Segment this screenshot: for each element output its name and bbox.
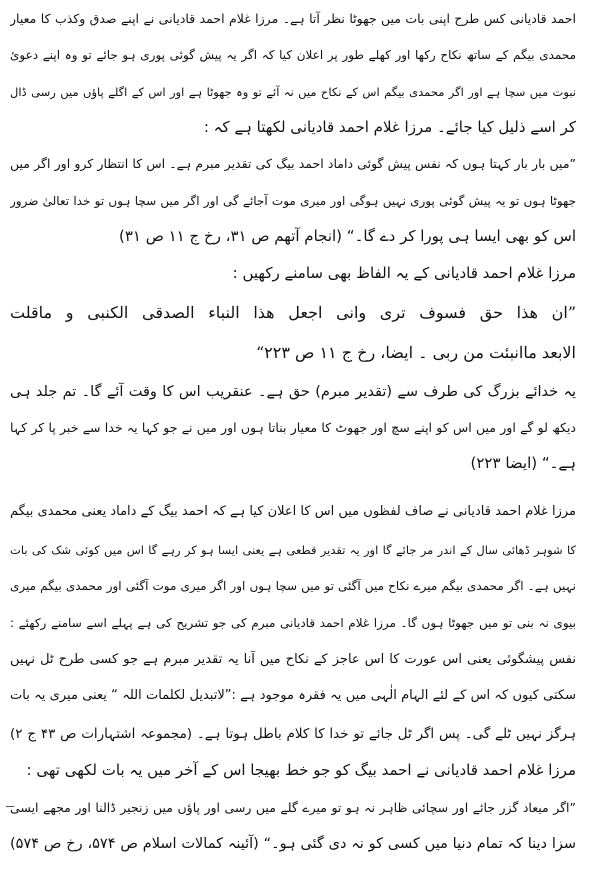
quote-line-2: جھوٹا ہوں تو یہ پیش گوئی پوری نہیں ہوگی اور میری موت آجائے گی اور اگر میں سچا ہوں تو خدا تعالیٰ ضرور: [10, 194, 576, 208]
arabic-quote-line-1: ”ان هذا حق فسوف ترى وانى اجعل هذا النباء الصدقى الكنبى و ماقلت: [10, 303, 576, 322]
text-line-8: مرزا غلام احمد قادیانی کے یہ الفاظ بھی سامنے رکھیں :: [232, 264, 576, 282]
margin-mark: [6, 806, 14, 807]
text-line-13: ہے۔“ (ایضا ۲۲۳): [470, 454, 576, 472]
text-line-17: بیوی نہ بنی تو میں جھوٹا ہوں گا۔ مرزا غلام احمد قادیانی مبرم کی جو تشریح کی ہے پہلے اسے سامنے رکھئے :: [10, 616, 576, 630]
text-line-14: مرزا غلام احمد قادیانی نے صاف لفظوں میں اس کا اعلان کیا ہے کہ احمد بیگ کے داماد یعنی محمدی بیگم: [10, 504, 576, 519]
text-line-20: ہرگز نہیں ٹلے گی۔ پس اگر ٹل جائے تو خدا کا کلام باطل ہوتا ہے۔ (مجموعہ اشتہارات ص ۴۳ ج ۲): [10, 726, 576, 742]
text-line-15: کا شوہر ڈھائی سال کے اندر مر جائے گا اور یہ تقدیر قطعی ہے یعنی ایسا ہو کر رہے گا اس میں کوئی شک کی بات: [10, 543, 576, 557]
text-line-23: سزا دینا کہ تمام دنیا میں کسی کو نہ دی گئی ہو۔“ (آئینہ کمالات اسلام ص ۵۷۴، رخ ص ۵۷۴): [10, 836, 576, 852]
text-line-16: نہیں ہے۔ اگر محمدی بیگم میرے نکاح میں آگئی تو میں سچا ہوں اور اگر میری موت آگئی اور محمدی بیگم میری: [10, 579, 576, 593]
text-line-19: سکتی کیوں کہ اس کے لئے الہام الٰہی میں یہ فقرہ موجود ہے :”لاتبدیل لکلمات اللہ “ یعنی میری یہ بات: [10, 688, 576, 703]
quote-citation-line: اس کو بھی ایسا ہی پورا کر دے گا۔“ (انجام آتھم ص ۳۱، رخ ج ۱۱ ص ۳۱): [118, 227, 576, 245]
text-line-4: کر اسے ذلیل کیا جائے۔ مرزا غلام احمد قادیانی لکھتا ہے کہ :: [203, 118, 576, 136]
text-line-3: نبوت میں سچا ہے اور اگر محمدی بیگم اس کے نکاح میں نہ آئے تو وہ جھوٹا ہے اور اس کے اگلے پاؤں میں رسی ڈال: [10, 85, 576, 99]
text-line-18: نفس پیشگوئی یعنی اس عورت کا اس عاجز کے نکاح میں آنا یہ تقدیر مبرم ہے جو کسی طرح ٹل نہیں: [10, 652, 576, 667]
quote-line-1: ”میں بار بار کہتا ہوں کہ نفس پیش گوئی داماد احمد بیگ کی تقدیر مبرم ہے۔ اس کا انتظار کرو اور اگر میں: [10, 156, 576, 171]
text-line-21: مرزا غلام احمد قادیانی نے احمد بیگ کو جو خط بھیجا اس کے آخر میں یہ بات لکھی تھی :: [26, 761, 576, 779]
text-line-11: یہ خدائے بزرگ کی طرف سے (تقدیر مبرم) حق ہے۔ عنقریب اس کا وقت آئے گا۔ تم جلد ہی: [10, 384, 576, 400]
arabic-quote-line-2: الابعد ماانبئت من ربى ۔ ایضا، رخ ج ۱۱ ص ۲۲۳“: [255, 343, 576, 362]
text-line-22: ”اگر میعاد گزر جائے اور سچائی ظاہر نہ ہو تو میرے گلے میں رسی اور پاؤں میں زنجیر ڈالنا اور مجھے ایسی: [10, 800, 576, 815]
text-line-12: دیکھ لو گے اور میں اس کو اپنے سچ اور جھوٹ کا معیار بناتا ہوں اور میں نے جو کہا یہ خدا سے خبر پا کر کہا: [10, 420, 576, 435]
text-line-2: محمدی بیگم کے ساتھ نکاح رکھا اور کھلے طور پر اعلان کیا کہ اگر یہ پیش گوئی پوری ہو جائے تو وہ اپنے دعوئ: [10, 48, 576, 62]
text-line-1: احمد قادیانی کس طرح اپنی بات میں جھوٹا نظر آتا ہے۔ مرزا غلام احمد قادیانی نے اپنے صدق وکذب کا معیار: [10, 11, 576, 26]
